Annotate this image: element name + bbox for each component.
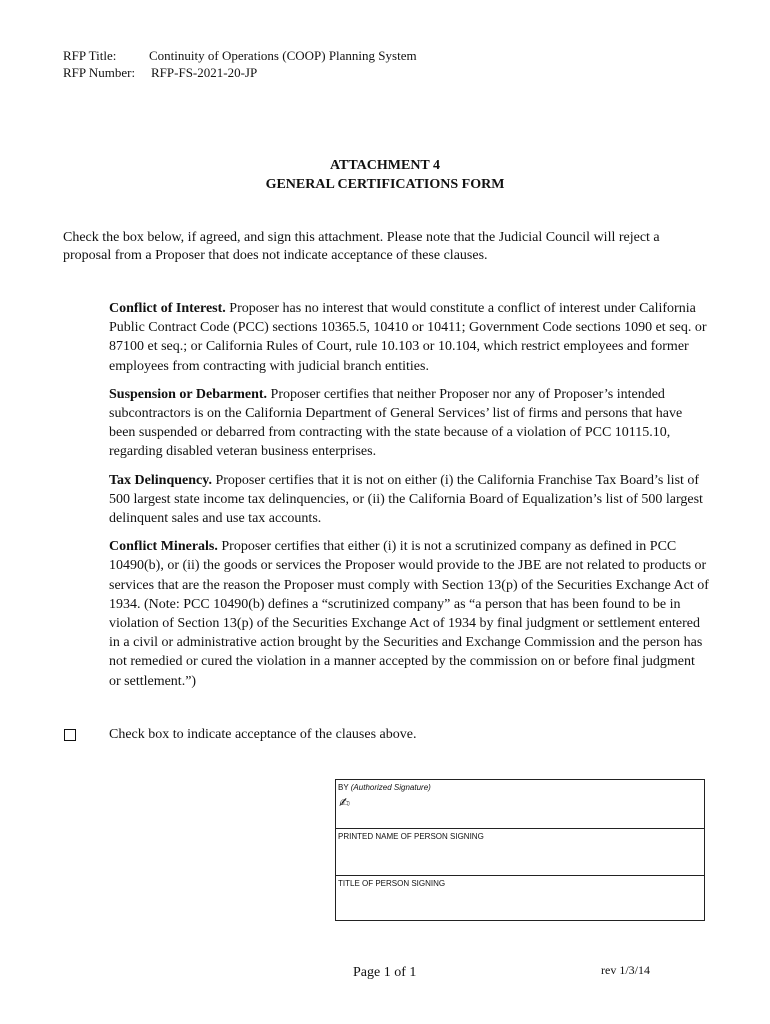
clause-heading: Tax Delinquency. — [109, 472, 212, 488]
clause-text: Proposer certifies that neither Proposer nor any of Proposer’s intended subcontractors is on the California Department of General Services’ list of firms and persons that have been suspended or debarred from contracting with the state because of a violation of PCC 10115.10, regarding disabled veteran business enterprises. — [109, 386, 683, 460]
rfp-number-line — [63, 65, 257, 81]
printed-name-label: PRINTED NAME OF PERSON SIGNING — [338, 832, 484, 841]
clause-conflict-minerals — [109, 537, 709, 691]
signer-title-label: TITLE OF PERSON SIGNING — [338, 879, 446, 888]
rfp-title-label: RFP Title: — [63, 48, 117, 63]
intro-paragraph: Check the box below, if agreed, and sign this attachment. Please note that the Judicial Council will reject a proposal from a Proposer that does not indicate acceptance of these clauses. — [63, 230, 660, 263]
rfp-number-label: RFP Number: — [63, 65, 136, 80]
rfp-title-value: Continuity of Operations (COOP) Planning System — [149, 48, 417, 63]
clause-text: Proposer has no interest that would constitute a conflict of interest under California Public Contract Code (PCC) sections 10365.5, 10410 or 10411; Government Code sections 1090 et seq. or 87100 et seq.; or California Rules of Court, rule 10.103 or 10.104, which restrict employees and former employees from contracting with judicial branch entities. — [109, 301, 707, 374]
signature-block — [335, 779, 705, 921]
acceptance-checkbox[interactable] — [64, 729, 76, 741]
clause-conflict-of-interest — [109, 299, 709, 376]
printed-name-field[interactable] — [336, 828, 704, 875]
clause-heading: Conflict of Interest. — [109, 301, 226, 316]
page-number: Page 1 of 1 — [353, 965, 417, 980]
revision-date: rev 1/3/14 — [601, 963, 650, 977]
clause-suspension-debarment — [109, 385, 709, 462]
rfp-title-line — [63, 48, 417, 64]
clause-tax-delinquency — [109, 471, 709, 529]
clause-heading: Suspension or Debarment. — [109, 386, 268, 402]
form-title: GENERAL CERTIFICATIONS FORM — [265, 177, 505, 192]
clause-text: Proposer certifies that either (i) it is not a scrutinized company as defined in PCC 10490(b), or (ii) the goods or services the Proposer would provide to the JBE are not related to products or services that are the reason the Proposer must comply with Section 13(p) of the Securities Exchange Act of 1934. (Note: PCC 10490(b) defines a “scrutinized company” as “a person that has been found to be in violation of Section 13(p) of the Securities Exchange Act of 1934 by final judgment or settlement entered in a civil or administrative action brought by the Securities and Exchange Commission and the person has not remedied or cured the violation in a manner accepted by the commission on or before final judgment or settlement.”) — [109, 539, 709, 689]
clause-text: Proposer certifies that it is not on either (i) the California Franchise Tax Board’s list of 500 largest state income tax delinquencies, or (ii) the California Board of Equalization’s list of 500 largest delinquent sales and use tax accounts. — [109, 472, 703, 527]
signature-field[interactable] — [336, 780, 704, 828]
pen-icon: ✍ — [339, 796, 350, 811]
signature-label: BY (Authorized Signature) — [338, 783, 431, 792]
rfp-number-value: RFP-FS-2021-20-JP — [151, 65, 258, 80]
signer-title-field[interactable] — [336, 875, 704, 921]
clause-heading: Conflict Minerals. — [109, 539, 218, 555]
clause-list — [109, 299, 709, 700]
acceptance-label: Check box to indicate acceptance of the clauses above. — [109, 727, 417, 742]
attachment-heading: ATTACHMENT 4 — [329, 158, 441, 173]
